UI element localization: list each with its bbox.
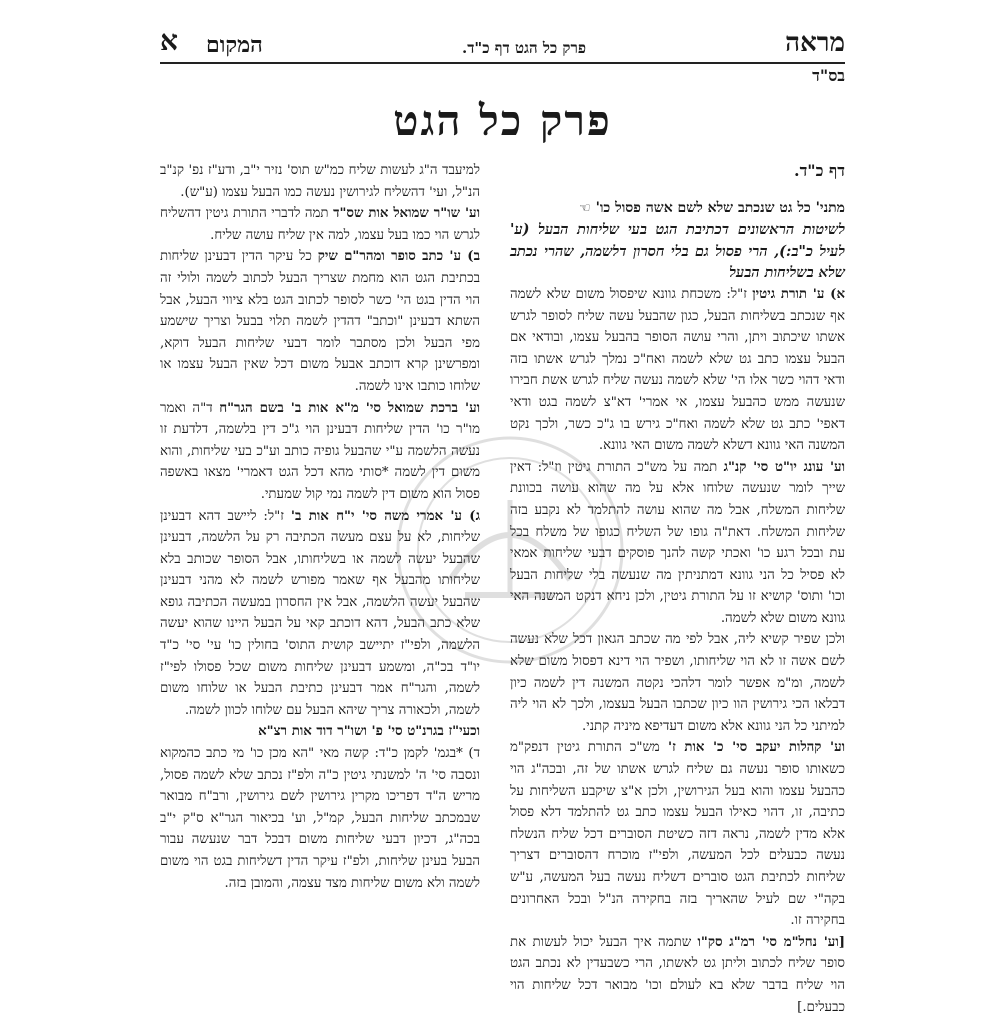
paragraph-text: כל עיקר הדין דבעינן שליחות בכתיבת הגט הוא מחמת שצריך הבעל לכתוב לשמה ולולי זה הוי הדין בגט הי' כשר לסופר לכתוב הגט בלא ציווי הבעל, אבל השתא דבעינן "וכתב" דהדין לשמה תלוי בבעל וצריך שישמע מפי הבעל ולכן מסתבר לומר דבעי שליחות הבעל דוקא, ומפרשינן קרא דוכתב אבעל משום דכל שאין הבעל עצמו או שלוחו כותבו אינו לשמה.	[160, 249, 480, 394]
running-head-section	[160, 24, 263, 58]
paragraph-dalet: ד) *בגמ' לקמן כ"ד: קשה מאי "הא מכן כו' מי כתב כהמקוא ונסבה סי' ה' למשנתי גיטין כ"ה ולפ"ז נכתב שלא לשמה פסול, מריש ה"ד דפריכו מקרין גירושין לשם גירושין, ורב"ח מבואר שבמכתב שליחות הבעל, קמ"ל, וע' בכיאור הגר"א ס"ק י"ב בכה"ג, דכיון דבעי שליחות משום דבכל דבר שנעשה עבור הבעל בעינן שליחות, ולפ"ז עיקר הדין דשליחות בגט הוי משום לשמה ולא משום שליחות מצד עצמה, והמובן בזה.	[160, 746, 480, 891]
paragraph-text: ז"ל: ליישב דהא דבעינן שליחות, לא על עצם מעשה הכתיבה רק על הלשמה, דבעינן שהבעל יעשה לשמה או בשליחותו, אבל הסופר שכותב בלא שליחותו מהבעל אף שאמר מפורש לשמה לא מהני דבעינן שהבעל יעשה הלשמה, אבל אין החסרון במעשה הכתיבה גופא שלא כתב הבעל, דהא דוכתב קאי על הבעל היינו שהוא יעשה הלשמה, ולפי"ז יתיישב קושית התוס' בחולין כו' עי' סי' כ"ד יו"ד בכ"ה, ומשמע דבעינן שליחות משום שכל פסולו לפי"ז לשמה, והגר"ח אמר דבעינן כתיבת הבעל או שלוחו משום לשמה, ולכאורה צריך שיהא הבעל עם שלוחו לכוון לשמה.	[160, 508, 480, 718]
paragraph-oneg-yomtov	[510, 457, 845, 630]
paragraph-text: ז"ל: משכחת גוונא שיפסול משום שלא לשמה אף שנכתב בשליחות הבעל, כגון שהבעל עשה שליח לסופר לגרש אשתו שיכתוב ויתן, והרי עושה הסופר בהבעל עצמו, ובודאי אם הבעל עצמו כתב גט שלא לשמה ואח"כ נמלך לגרש אשתו בזה ודאי דהוי כשר אלו הי' שלא לשמה נעשה שליח לגרש אשת חבירו שנעשה ממש כהבעל עצמו, אי אמרי' דא"צ לשמה בגט ודאי דאפי' כתב גט שלא לשמה ואח"כ גירש בו ג"כ כשר, ולכך נקט המשנה האי גוונא דשלא לשמה משום האי גוונא.	[510, 286, 845, 454]
paragraph-lead-line: וכעי"ז בגרנ"ט סי' פ' ושו"ר דוד אות רצ"א	[258, 724, 480, 740]
page-letter: א	[160, 24, 178, 57]
pointing-hand-icon: ☜	[579, 200, 591, 216]
paragraph-shem-shmuel	[160, 203, 480, 246]
bsd-mark: בס"ד	[812, 66, 845, 85]
paragraph-birkas-shmuel	[160, 398, 480, 506]
paragraph-bet	[160, 246, 480, 397]
paragraph-lead: וע' עונג יו"ט סי' קנ"ג	[723, 459, 845, 475]
paragraph-text: שתמה איך הבעל יכול לעשות את סופר שליח לכתוב וליתן גט לאשתו, הרי כשבעדין לא נכתב הגט הוי שליח בדבר שלא בא לעולם וכו' מבואר דכל שליחות הוי כבעלים.]	[510, 934, 845, 1015]
right-column	[510, 160, 846, 1015]
mishna-subtitle: לשיטות הראשונים דכתיבת הגט בעי שליחות הבעל (ע' לעיל כ"ב:), הרי פסול גם בלי חסרון דלשמה, שהרי נכתב שלא בשליחות הבעל	[510, 221, 845, 282]
paragraph-alef	[510, 284, 845, 457]
paragraph-text: תמה על מש"כ התורת גיטין וז"ל: דאין שייך לומר שנעשה שלוחו אלא על מה שהוא עושה בכוונת שליחות המשלח, אבל מה שהוא עושה להתלמד לא נקבע בזה שליחות המשלח. דאת"ה גופו של השליח כגופו של משלח בכל עת ובכל רגע כו' ואכתי קשה להנך פוסקים דבעי שליחות אמאי לא פסיל כל הני גוונא דמתניתין מה שנעשה בלי שליחות הבעל וכו' ותוס' קושיא זו על התורת גיטין, ולכן ניחא דנקט המשנה האי גוונא משום שלא לשמה.	[510, 459, 845, 626]
running-head	[160, 24, 845, 64]
chapter-title: פרק כל הגט	[393, 96, 612, 145]
paragraph-text: מש"כ התורת גיטין דנפק"מ כשאותו סופר נעשה גם שליח לגרש אשתו של זה, ובכה"ג הוי כהבעל עצמו והוא בעל הגירושין, ולכן א"צ שיקבע השליחות על כתיבה, זו, דהוי כאילו הבעל עצמו כתב גט להתלמד דלא פסול אלא מדין לשמה, נראה דזה כשיטת הסוברים דכל שליח הנשלח נעשה כבעלים לכל המעשה, ולפי"ז מוכרח דהסוברים דצריך שליחות לכתיבת הגט סוברים דשליח נעשה בעל המעשה, ע"ש בקה"י שם לעיל שהאריך בזה בחקירה הנ"ל ובכל האחרונים בחקירה זו.	[510, 740, 845, 929]
paragraph-gimel	[160, 506, 480, 722]
paragraph-continuation: ולכן שפיר קשיא ליה, אבל לפי מה שכתב הגאון דכל שלא נעשה לשם אשה זו לא הוי שליחותו, ושפיר הוי דינא דפסול משום שלא לשמה, ומ"מ אפשר לומר דלהכי נקטה המשנה דין לשמה כיון דבלאו הכי גירושין הוו כיון שכתבו הבעל בעצמו, ולכך לא הוי ליה למיתני כל הני גוונא אלא משום דעדיפא מיניה קתני.	[510, 632, 845, 734]
paragraph-kehilos-yaakov	[510, 737, 845, 931]
paragraph-lead: וע' שו"ר שמואל אות שס"ד	[333, 206, 480, 222]
paragraph-lead: [וע' נחל"מ סי' רמ"ג סק"ו	[697, 934, 846, 950]
mishna-line	[510, 198, 845, 220]
paragraph-text: תמה לדברי התורת גיטין דהשליח לגרש הוי כמו בעל עצמו, למה אין שליח עושה שליח.	[160, 206, 480, 243]
running-head-reference: פרק כל הגט דף כ"ד.	[461, 39, 586, 57]
paragraph-lead: וע' קהלות יעקב סי' כ' אות ז'	[668, 740, 845, 756]
left-column	[160, 160, 480, 976]
paragraph-top: למיעבד ה"ג לעשות שליח כמ"ש תוס' נזיר י"ב, ודע"ז נפ' קנ"ב הנ"ל, ועי' דהשליח לגירושין נעשה כמו הבעל עצמו (ע"ש).	[160, 163, 480, 200]
running-head-title: מראה	[785, 28, 845, 58]
paragraph-text: ד"ה ואמר מו"ר כו' הדין שליחות דבעינן הוי ג"כ דין בלשמה, דלדעת זו נעשה הלשמה ע"י שהבעל גופיה כותב וע"כ בעי שליחות, והוא משום דין לשמה *סותי מהא דכל הגט דאמרי' מצאו באשפה פסול הוא משום דין לשמה נמי קול שמעתי.	[160, 400, 480, 502]
running-head-word: המקום	[205, 32, 263, 58]
daf-marker: דף כ"ד.	[794, 161, 845, 180]
mishna-text: מתני' כל גט שנכתב שלא לשם אשה פסול כו'	[595, 199, 845, 216]
paragraph-lead: וע' ברכת שמואל סי' מ"א אות ב' בשם הגר"ח	[219, 400, 480, 416]
paragraph-nachalas-moshe	[510, 932, 845, 1018]
paragraph-lead: ג) ע' אמרי משה סי' י"ח אות ב'	[290, 508, 480, 524]
paragraph-lead: ב) ע' כתב סופר ומהר"ם שיק	[317, 249, 480, 265]
paragraph-lead: א) ע' תורת גיטין	[752, 286, 846, 302]
